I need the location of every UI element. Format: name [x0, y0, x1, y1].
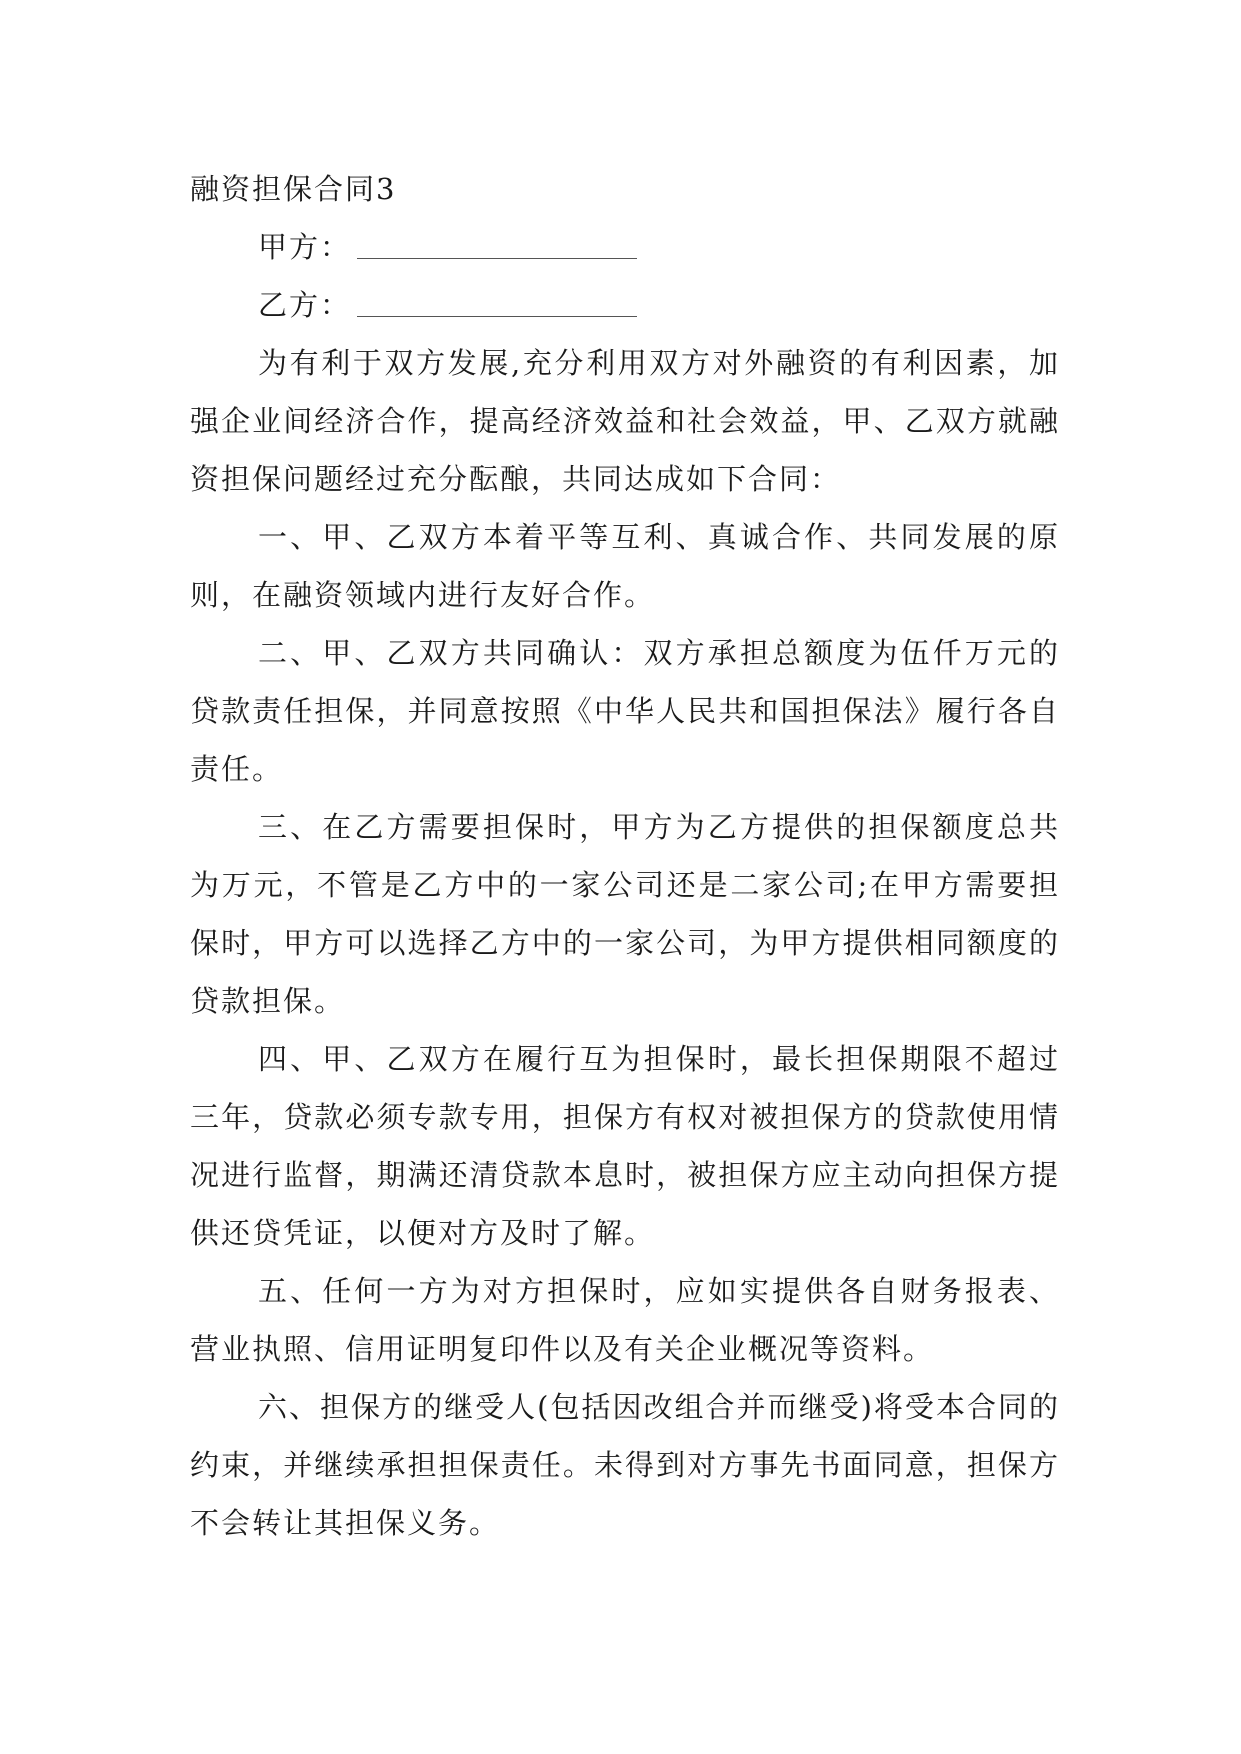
clause-1-paragraph: 一、甲、乙双方本着平等互利、真诚合作、共同发展的原则，在融资领域内进行友好合作。 [190, 520, 1060, 612]
party-a-blank [357, 222, 637, 259]
document-title: 融资担保合同3 [190, 172, 397, 206]
party-b-label: 乙方： [258, 288, 352, 322]
party-b-blank [357, 280, 637, 317]
clause-2-paragraph: 二、甲、乙双方共同确认：双方承担总额度为伍仟万元的贷款责任担保，并同意按照《中华人民共和国担保法》履行各自责任。 [190, 636, 1060, 786]
clause-3-paragraph: 三、在乙方需要担保时，甲方为乙方提供的担保额度总共为万元，不管是乙方中的一家公司还是二家公司;在甲方需要担保时，甲方可以选择乙方中的一家公司，为甲方提供相同额度的贷款担保。 [190, 810, 1060, 1018]
clause-6-paragraph: 六、担保方的继受人(包括因改组合并而继受)将受本合同的约束，并继续承担担保责任。未得到对方事先书面同意，担保方不会转让其担保义务。 [190, 1390, 1060, 1540]
clause-4-paragraph: 四、甲、乙双方在履行互为担保时，最长担保期限不超过三年，贷款必须专款专用，担保方有权对被担保方的贷款使用情况进行监督，期满还清贷款本息时，被担保方应主动向担保方提供还贷凭证，以便对方及时了解。 [190, 1042, 1060, 1250]
party-b-line [190, 276, 1060, 334]
party-a-label: 甲方： [258, 230, 352, 264]
document-body [190, 160, 1060, 1552]
party-a-line [190, 218, 1060, 276]
preamble-paragraph: 为有利于双方发展,充分利用双方对外融资的有利因素，加强企业间经济合作，提高经济效益和社会效益，甲、乙双方就融资担保问题经过充分酝酿，共同达成如下合同： [190, 346, 1060, 496]
clause-5-paragraph: 五、任何一方为对方担保时，应如实提供各自财务报表、营业执照、信用证明复印件以及有关企业概况等资料。 [190, 1274, 1060, 1366]
